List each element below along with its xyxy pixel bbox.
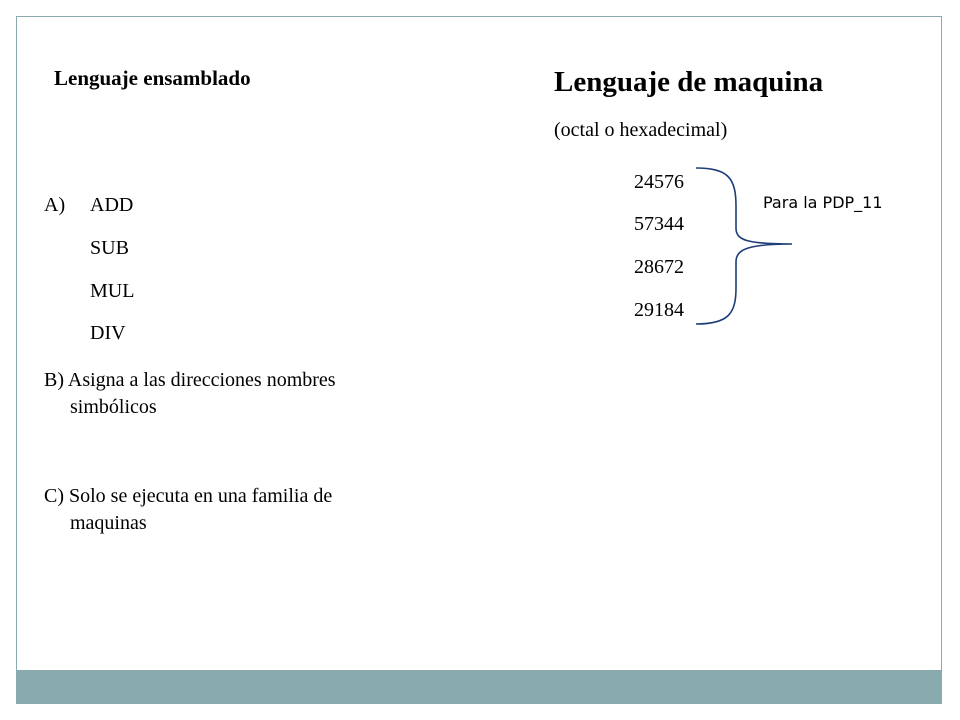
number-4: 29184 — [634, 299, 684, 321]
list-a-marker: A) — [44, 194, 66, 216]
list-item-mul: MUL — [90, 280, 135, 302]
item-b-line1: B) Asigna a las direcciones nombres — [44, 369, 336, 391]
item-c-line1: C) Solo se ejecuta en una familia de — [44, 485, 333, 507]
number-1: 24576 — [634, 171, 684, 193]
number-3: 28672 — [634, 256, 684, 278]
list-item-sub: SUB — [90, 237, 129, 259]
left-title: Lenguaje ensamblado — [54, 66, 251, 90]
item-c-line2: maquinas — [70, 512, 147, 534]
brace-label: Para la PDP_11 — [763, 193, 883, 212]
slide — [16, 16, 942, 702]
right-title: Lenguaje de maquina — [554, 66, 824, 98]
number-2: 57344 — [634, 213, 684, 235]
item-b-line2: simbólicos — [70, 396, 157, 418]
footer-bar — [16, 670, 942, 704]
right-brace-icon — [690, 166, 800, 328]
list-item-div: DIV — [90, 322, 126, 344]
list-item-add: ADD — [90, 194, 134, 216]
right-subtitle: (octal o hexadecimal) — [554, 119, 728, 141]
